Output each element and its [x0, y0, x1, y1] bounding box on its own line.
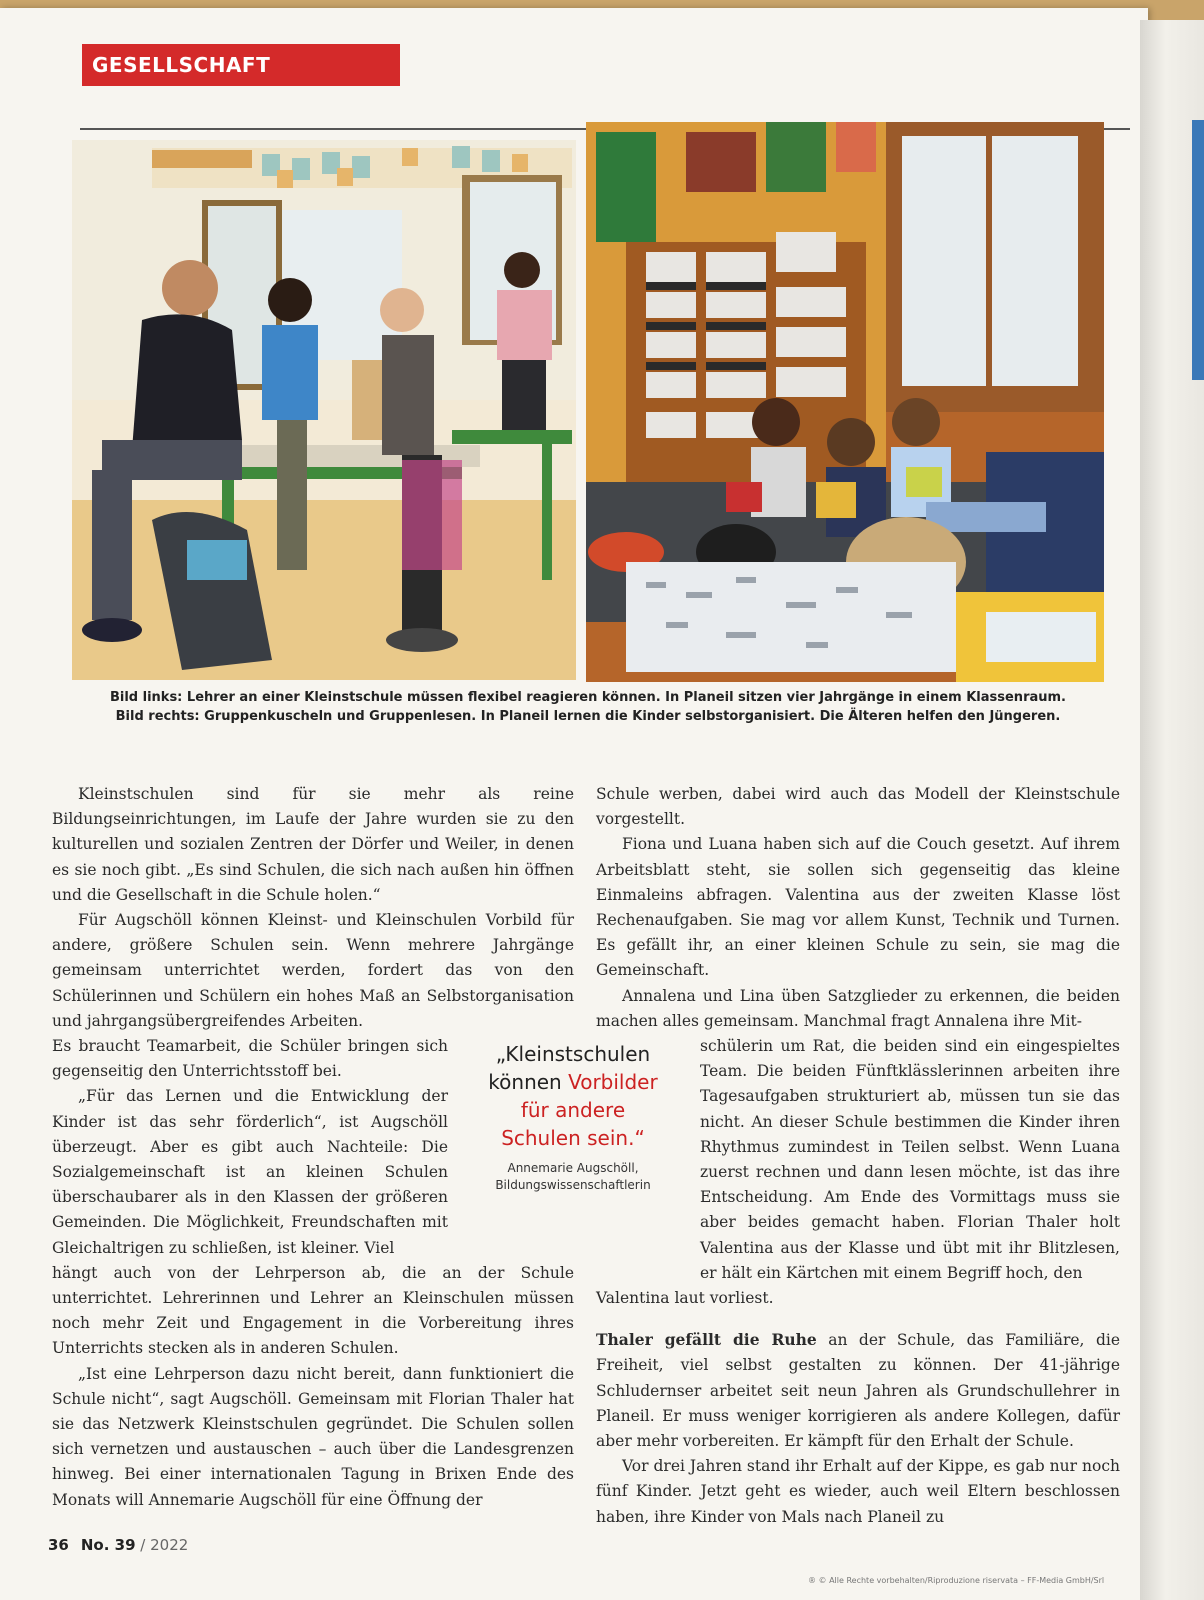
paragraph-spacer: [596, 1311, 1120, 1327]
next-page-image-strip: [1192, 120, 1204, 380]
pull-quote-line: „Kleinstschulen: [495, 1042, 651, 1066]
pull-quote-line: Schulen sein.“: [501, 1126, 645, 1150]
paragraph: Kleinstschulen sind für sie mehr als reine Bildungseinrichtungen, im Laufe der Jahre wurden sie zu den kulturellen und sozialen Zentren der Dörfer und Weiler, in denen es sie noch gibt. „Es sind Schulen, die sich nach außen hin öffnen und die Gesellschaft in die Schule holen.“: [52, 785, 574, 904]
paragraph: Valentina laut vorliest.: [596, 1289, 774, 1308]
paragraph: schülerin um Rat, die beiden sind ein eingespieltes Team. Die beiden Fünftklässlerinnen arbeiten ihre Tagesaufgaben strukturiert ab, müssen tun sie das nicht. An dieser Schule bestimmen die Kinder ihren Rhythmus zumindest in Teilen selbst. Wenn Luana zuerst rechnen und dann lesen möchte, ist das ihre Entscheidung. Am Ende des Vormittags muss sie aber beides gemacht haben. Florian Thaler holt Valentina aus der Klasse und übt mit ihr Blitzlesen, er hält ein Kärtchen mit einem Begriff hoch, den: [700, 1037, 1120, 1282]
paragraph: Für Augschöll können Kleinst- und Kleinschulen Vorbild für andere, größere Schulen sein. Wenn mehrere Jahrgänge gemeinsam unterrichtet werden, fordert das von den Schülerinnen und Schülern ein hohes Maß an Selbstorganisation und jahrgangsübergreifendes Arbeiten.: [52, 911, 574, 1030]
pull-quote-role: Bildungswissenschaftlerin: [495, 1178, 651, 1192]
paragraph-body: an der Schule, das Familiäre, die Freiheit, viel selbst gestalten zu können. Der 41-jährige Schludernser arbeitet seit neun Jahren als Grundschullehrer in Planeil. Er muss weniger korrigieren als andere Kollegen, dafür aber mehr vorbereiten. Er kämpft für den Erhalt der Schule.: [596, 1331, 1120, 1451]
paragraph: Es braucht Teamarbeit, die Schüler bringen sich gegenseitig den Unterrichtsstoff bei.: [52, 1037, 448, 1081]
photo-caption: [72, 688, 1104, 726]
issue-year: / 2022: [135, 1536, 189, 1554]
paragraph: hängt auch von der Lehrperson ab, die an der Schule unterrichtet. Lehrerinnen und Lehrer an Kleinschulen müssen noch mehr Zeit und Engagement in die Vorbereitung ihres Unterrichts stecken als in anderen Schulen.: [52, 1263, 574, 1358]
photo-classroom-teacher: [72, 140, 576, 680]
paragraph: „Für das Lernen und die Entwicklung der Kinder ist das sehr förderlich“, ist Augschöll überzeugt. Aber es gibt auch Nachteile: Die Sozialgemeinschaft ist an kleinen Schulen überschaubarer als in den Klassen der größeren Gemeinden. Die Möglichkeit, Freundschaften mit Gleichaltrigen zu schließen, ist kleiner. Viel: [52, 1087, 448, 1257]
section-rubric: GESELLSCHAFT: [82, 44, 400, 86]
paragraph: [596, 1327, 1120, 1454]
paragraph: „Ist eine Lehrperson dazu nicht bereit, dann funktioniert die Schule nicht“, sagt Augschöll. Gemeinsam mit Florian Thaler hat sie das Netzwerk Kleinstschulen gegründet. Die Schulen sollen sich vernetzen und austauschen – auch über die Landesgrenzen hinweg. Bei einer internationalen Tagung in Brixen Ende des Monats will Annemarie Augschöll für eine Öffnung der: [52, 1364, 574, 1509]
pull-quote-line: für andere: [520, 1098, 626, 1122]
paragraph: Vor drei Jahren stand ihr Erhalt auf der Kippe, es gab nur noch fünf Kinder. Jetzt geht es wieder, auch weil Eltern beschlossen haben, ihre Kinder von Mals nach Planeil zu: [596, 1457, 1120, 1526]
caption-line-1: Bild links: Lehrer an einer Kleinstschule müssen flexibel reagieren können. In Planeil sitzen vier Jahrgänge in einem Klassenraum.: [109, 690, 1066, 705]
page-folio: [48, 1536, 188, 1554]
pull-quote-author: Annemarie Augschöll,: [507, 1161, 639, 1175]
issue-number: No. 39: [80, 1536, 136, 1554]
paragraph: Schule werben, dabei wird auch das Modell der Kleinstschule vorgestellt.: [596, 785, 1120, 829]
copyright-notice: ® © Alle Rechte vorbehalten/Riproduzione riservata – FF-Media GmbH/Srl: [808, 1576, 1105, 1585]
photo-girls-reading: [586, 122, 1104, 682]
paragraph: Annalena und Lina üben Satzglieder zu erkennen, die beiden machen alles gemeinsam. Manchmal fragt Annalena ihre Mit-: [596, 986, 1120, 1030]
article-column-right: [596, 782, 1120, 1530]
page-number: 36: [48, 1536, 69, 1554]
caption-line-2: Bild rechts: Gruppenkuscheln und Gruppenlesen. In Planeil lernen die Kinder selbstorganisiert. Die Älteren helfen den Jüngeren.: [115, 709, 1061, 724]
pull-quote-highlight: Vorbilder: [568, 1070, 658, 1094]
paragraph-lead-in: Thaler gefällt die Ruhe: [596, 1330, 817, 1350]
next-page-edge: [1140, 20, 1204, 1600]
paragraph: Fiona und Luana haben sich auf die Couch gesetzt. Auf ihrem Arbeitsblatt steht, sie sollen sich gegenseitig das kleine Einmaleins abfragen. Valentina aus der zweiten Klasse löst Rechenaufgaben. Sie mag vor allem Kunst, Technik und Turnen. Es gefällt ihr, an einer kleinen Schule zu sein, sie mag die Gemeinschaft.: [596, 835, 1120, 980]
pull-quote-fragment: können: [488, 1070, 569, 1094]
